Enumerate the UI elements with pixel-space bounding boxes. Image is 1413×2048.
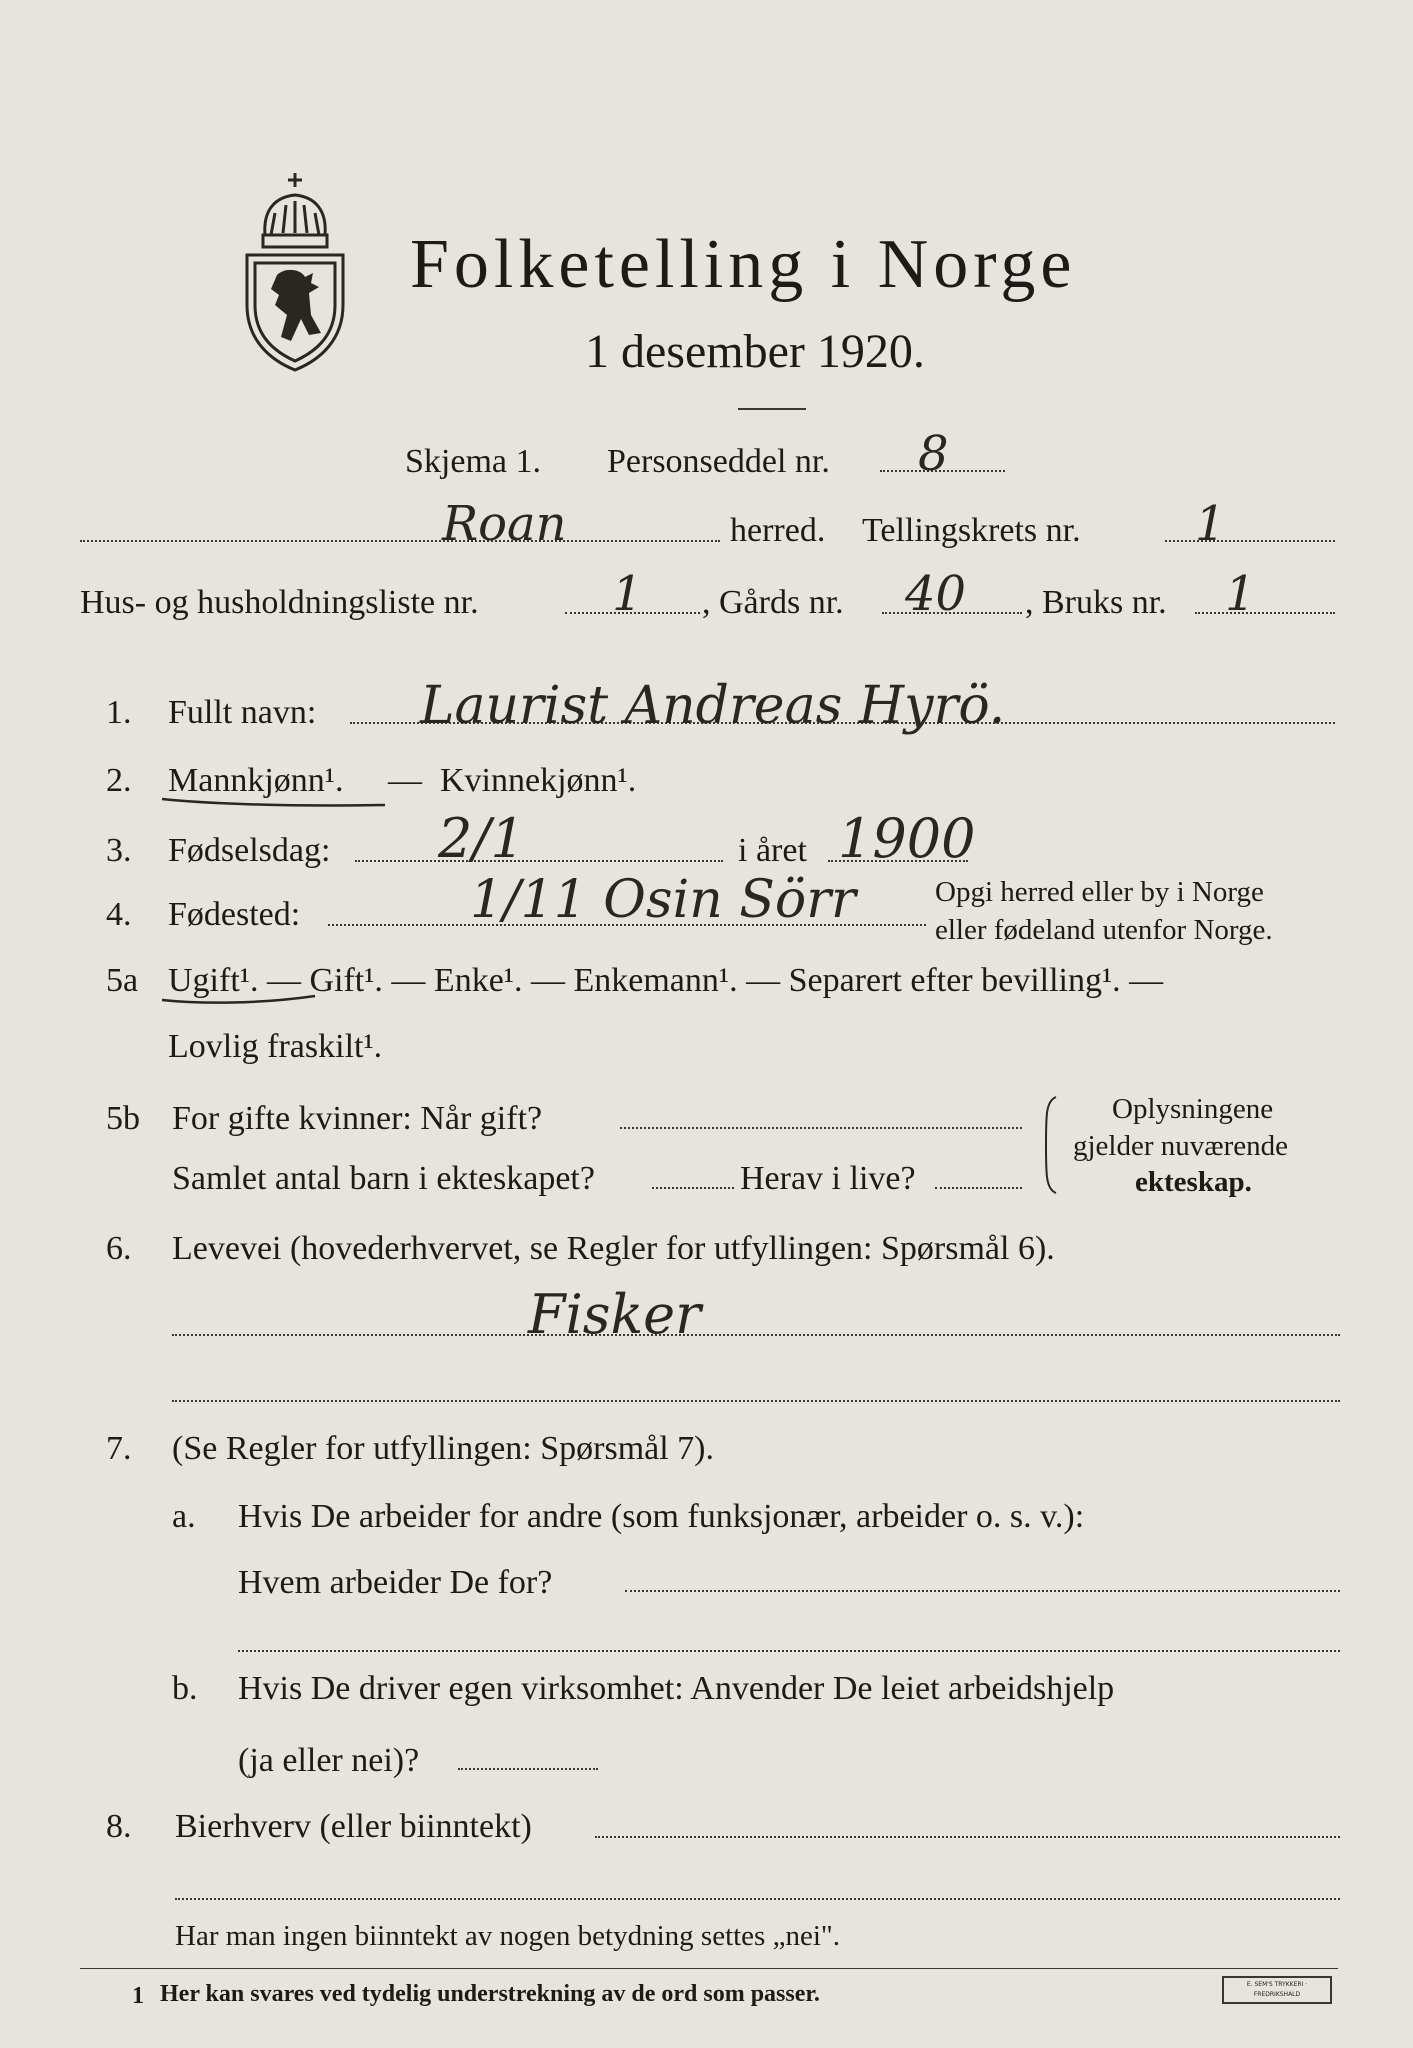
married-when-line [620,1127,1022,1129]
personseddel-value: 8 [918,426,949,482]
q3-number: 3. [106,832,132,869]
birthdate-line [355,860,723,862]
female-option: Kvinnekjønn¹. [440,762,637,799]
birthplace-note-line1: Opgi herred eller by i Norge [935,876,1264,908]
birth-year-value: 1900 [838,807,976,870]
marriage-note-line3: ekteskap. [1135,1166,1252,1198]
q7-number: 7. [106,1430,132,1467]
herred-value: Roan [442,496,567,552]
q7b-question: Hvis De driver egen virksomhet: Anvender De leiet arbeidshjelp [238,1670,1115,1707]
q8-number: 8. [106,1808,132,1845]
q7a-question: Hvis De arbeider for andre (som funksjonær, arbeider o. s. v.): [238,1498,1085,1535]
occupation-value: Fisker [528,1283,701,1346]
marital-status-options: Ugift¹. — Gift¹. — Enke¹. — Enkemann¹. — Separert efter bevilling¹. — [168,962,1164,999]
occupation-label: Levevei (hovederhvervet, se Regler for utfyllingen: Spørsmål 6). [172,1230,1055,1267]
birthdate-value: 2/1 [438,807,525,870]
norwegian-coat-of-arms-icon [235,165,355,375]
birthplace-note-line2: eller fødeland utenfor Norge. [935,914,1273,946]
married-when-label: For gifte kvinner: Når gift? [172,1100,543,1137]
tellingskrets-label: Tellingskrets nr. [862,512,1081,549]
personseddel-label: Personseddel nr. [607,443,830,480]
form-title: Folketelling i Norge [410,226,1077,303]
herred-label: herred. [730,512,826,549]
employer-label: Hvem arbeider De for? [238,1564,553,1601]
side-income-line-2 [175,1898,1340,1900]
title-divider [738,408,806,410]
occupation-line-1 [172,1334,1340,1336]
birthplace-label: Fødested: [168,896,301,933]
q5b-number: 5b [106,1100,140,1137]
occupation-line-2 [172,1400,1340,1402]
footnote-divider [80,1968,1338,1969]
male-underline-mark [160,793,390,813]
footnote-number: 1 [132,1983,144,2009]
gards-label: , Gårds nr. [702,584,844,621]
printer-mark-text: E. SEM'S TRYKKERI · FREDRIKSHALD [1246,1981,1308,1998]
bruks-line [1195,612,1335,614]
full-name-value: Laurist Andreas Hyrö. [420,676,1006,736]
marriage-note-brace [1040,1095,1060,1195]
q2-number: 2. [106,762,132,799]
q5a-number: 5a [106,962,139,999]
skjema-label: Skjema 1. [405,443,541,480]
children-alive-label: Herav i live? [740,1160,916,1197]
children-total-line [652,1187,734,1189]
full-name-label: Fullt navn: [168,694,317,731]
marriage-note-line1: Oplysningene [1112,1093,1274,1125]
census-date: 1 desember 1920. [585,325,925,378]
birth-year-label: i året [738,832,807,869]
q7-label: (Se Regler for utfyllingen: Spørsmål 7). [172,1430,715,1467]
children-total-label: Samlet antal barn i ekteskapet? [172,1160,595,1197]
q1-number: 1. [106,694,132,731]
male-option: Mannkjønn¹. [168,762,344,799]
tellingskrets-value: 1 [1195,496,1226,552]
q6-number: 6. [106,1230,132,1267]
unmarried-underline-mark [160,992,320,1012]
employer-line-1 [625,1590,1340,1592]
q7a-letter: a. [172,1498,196,1535]
husliste-value: 1 [612,566,643,622]
q4-number: 4. [106,896,132,933]
q7b-letter: b. [172,1670,198,1707]
bruks-label: , Bruks nr. [1025,584,1167,621]
hired-help-line [458,1768,598,1770]
children-alive-line [935,1187,1022,1189]
husliste-label: Hus- og husholdningsliste nr. [80,584,479,621]
footnote-text: Her kan svares ved tydelig understrekning av de ord som passer. [160,1981,820,2007]
side-income-label: Bierhverv (eller biinntekt) [175,1808,532,1845]
side-income-line-1 [595,1836,1340,1838]
birthplace-value: 1/11 Osin Sörr [470,870,856,930]
bruks-value: 1 [1225,566,1256,622]
employer-line-2 [238,1650,1340,1652]
marriage-note-line2: gjelder nuværende [1073,1130,1289,1162]
tellingskrets-line [1165,540,1335,542]
hired-help-label: (ja eller nei)? [238,1742,420,1779]
side-income-note: Har man ingen biinntekt av nogen betydning settes „nei". [175,1920,840,1952]
gender-separator: — [388,762,422,799]
birthdate-label: Fødselsdag: [168,832,331,869]
marital-status-divorced: Lovlig fraskilt¹. [168,1028,383,1065]
printer-mark [1222,1976,1332,2004]
gards-value: 40 [905,566,967,622]
herred-line [80,540,720,542]
